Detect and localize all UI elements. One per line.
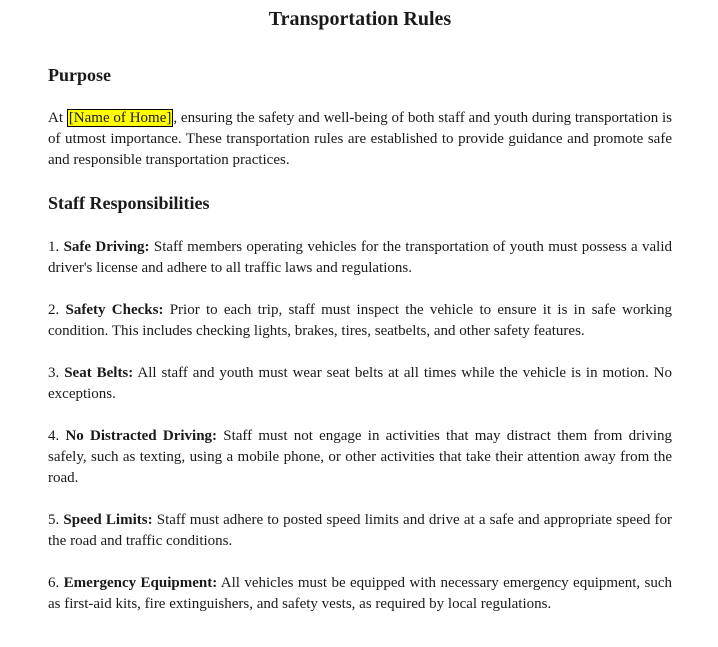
rule-number: 1. xyxy=(48,239,60,255)
name-of-home-placeholder: [Name of Home] xyxy=(68,110,172,126)
purpose-paragraph xyxy=(48,108,672,171)
rule-text: All staff and youth must wear seat belts at all times while the vehicle is in motion. No exceptions. xyxy=(48,365,673,402)
rule-no-distracted-driving xyxy=(48,426,672,489)
rule-term: Seat Belts: xyxy=(64,365,134,381)
rule-speed-limits xyxy=(48,510,672,552)
rule-text: Prior to each trip, staff must inspect the vehicle to ensure it is in safe working condition. This includes checking lights, brakes, tires, seatbelts, and other safety features. xyxy=(48,302,672,339)
rule-seat-belts xyxy=(48,363,672,405)
rule-safety-checks xyxy=(48,300,672,342)
purpose-text: , ensuring the safety and well-being of both staff and youth during transportation is of utmost importance. These transportation rules are established to provide guidance and promote safe and responsible transportation practices. xyxy=(48,110,672,168)
rule-term: Safety Checks: xyxy=(65,302,164,318)
rule-term: Safe Driving: xyxy=(63,239,150,255)
rule-text: Staff must not engage in activities that may distract them from driving safely, such as texting, using a mobile phone, or other activities that take their attention away from the road. xyxy=(48,428,673,486)
rule-term: Emergency Equipment: xyxy=(63,575,218,591)
rule-safe-driving xyxy=(48,237,672,279)
rule-term: No Distracted Driving: xyxy=(65,428,218,444)
rule-text: Staff must adhere to posted speed limits and drive at a safe and appropriate speed for the road and traffic conditions. xyxy=(48,512,673,549)
rule-number: 5. xyxy=(48,512,60,528)
rule-number: 4. xyxy=(48,428,60,444)
staff-responsibilities-heading: Staff Responsibilities xyxy=(48,193,210,213)
rule-number: 6. xyxy=(48,575,60,591)
rule-term: Speed Limits: xyxy=(63,512,153,528)
purpose-prefix: At xyxy=(48,110,67,126)
rule-text: Staff members operating vehicles for the transportation of youth must possess a valid driver's license and adhere to all traffic laws and regulations. xyxy=(48,239,672,276)
rule-text: All vehicles must be equipped with necessary emergency equipment, such as first-aid kits, fire extinguishers, and safety vests, as required by local regulations. xyxy=(48,575,673,612)
document-title: Transportation Rules xyxy=(268,8,452,30)
purpose-heading: Purpose xyxy=(48,65,111,85)
rule-emergency-equipment xyxy=(48,573,672,615)
rule-number: 2. xyxy=(48,302,60,318)
rule-number: 3. xyxy=(48,365,60,381)
